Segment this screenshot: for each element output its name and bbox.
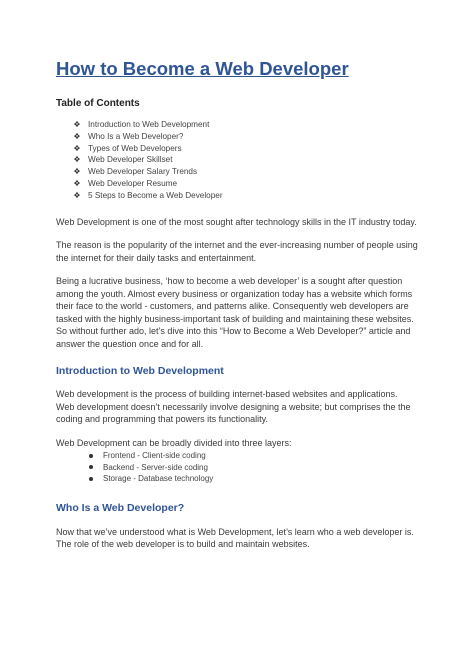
intro-paragraph-3: Being a lucrative business, ‘how to become a web developer’ is a sought after question among the youth. Almost every business or organization today has a website which forms their face to the world - customers, and patterns alike. Consequently web developers are tasked with the highly business-important task of building and maintaining these websites. So without further ado, let’s dive into this “How to Become a Web Developer?” article and answer the question once and for all. (56, 276, 414, 349)
diamond-bullet-icon: ❖ (73, 131, 81, 141)
list-item-label: Frontend - Client-side coding (103, 451, 206, 461)
toc-item[interactable] (73, 166, 418, 178)
layers-list (56, 450, 418, 485)
toc-item-label: Web Developer Skillset (88, 155, 173, 165)
list-item-label: Storage - Database technology (103, 474, 214, 484)
section-paragraph: Now that we’ve understood what is Web Development, let’s learn who a web developer is. The role of the web developer is to build and maintain websites. (56, 526, 414, 550)
diamond-bullet-icon: ❖ (73, 167, 81, 177)
section-paragraph: Web development is the process of building internet-based websites and applications. Web development doesn’t necessarily involve designing a website; but comprises the the coding and programming that powers its functionality. (56, 389, 411, 425)
diamond-bullet-icon: ❖ (73, 190, 81, 200)
section-heading-introduction: Introduction to Web Development (56, 365, 224, 378)
diamond-bullet-icon: ❖ (73, 120, 81, 129)
toc-item[interactable] (73, 119, 418, 131)
list-item-label: Backend - Server-side coding (103, 462, 208, 472)
section-heading-who-is-web-developer: Who Is a Web Developer? (56, 501, 185, 514)
list-item (89, 462, 418, 474)
list-item (89, 450, 418, 462)
toc-item-label: 5 Steps to Become a Web Developer (88, 190, 223, 200)
table-of-contents (56, 119, 418, 202)
diamond-bullet-icon: ❖ (73, 155, 81, 165)
round-bullet-icon (89, 465, 93, 469)
toc-item-label: Web Developer Salary Trends (88, 167, 198, 177)
toc-item[interactable] (73, 178, 418, 190)
toc-item-label: Types of Web Developers (88, 143, 182, 153)
document-title: How to Become a Web Developer (56, 58, 349, 79)
diamond-bullet-icon: ❖ (73, 143, 81, 153)
toc-item-label: Who Is a Web Developer? (88, 131, 184, 141)
toc-heading: Table of Contents (56, 98, 140, 109)
round-bullet-icon (89, 454, 93, 458)
toc-item-label: Introduction to Web Development (88, 120, 210, 129)
toc-item[interactable] (73, 131, 418, 143)
round-bullet-icon (89, 477, 93, 481)
diamond-bullet-icon: ❖ (73, 178, 81, 188)
toc-item[interactable] (73, 154, 418, 166)
intro-paragraph-1: Web Development is one of the most sought after technology skills in the IT industry today. (56, 216, 417, 227)
toc-item[interactable] (73, 190, 418, 202)
section-paragraph: Web Development can be broadly divided into three layers: (56, 437, 292, 448)
toc-item[interactable] (73, 143, 418, 155)
intro-paragraph-2: The reason is the popularity of the internet and the ever-increasing number of people using the internet for their daily tasks and entertainment. (56, 240, 418, 263)
toc-item-label: Web Developer Resume (88, 178, 178, 188)
list-item (89, 473, 418, 485)
